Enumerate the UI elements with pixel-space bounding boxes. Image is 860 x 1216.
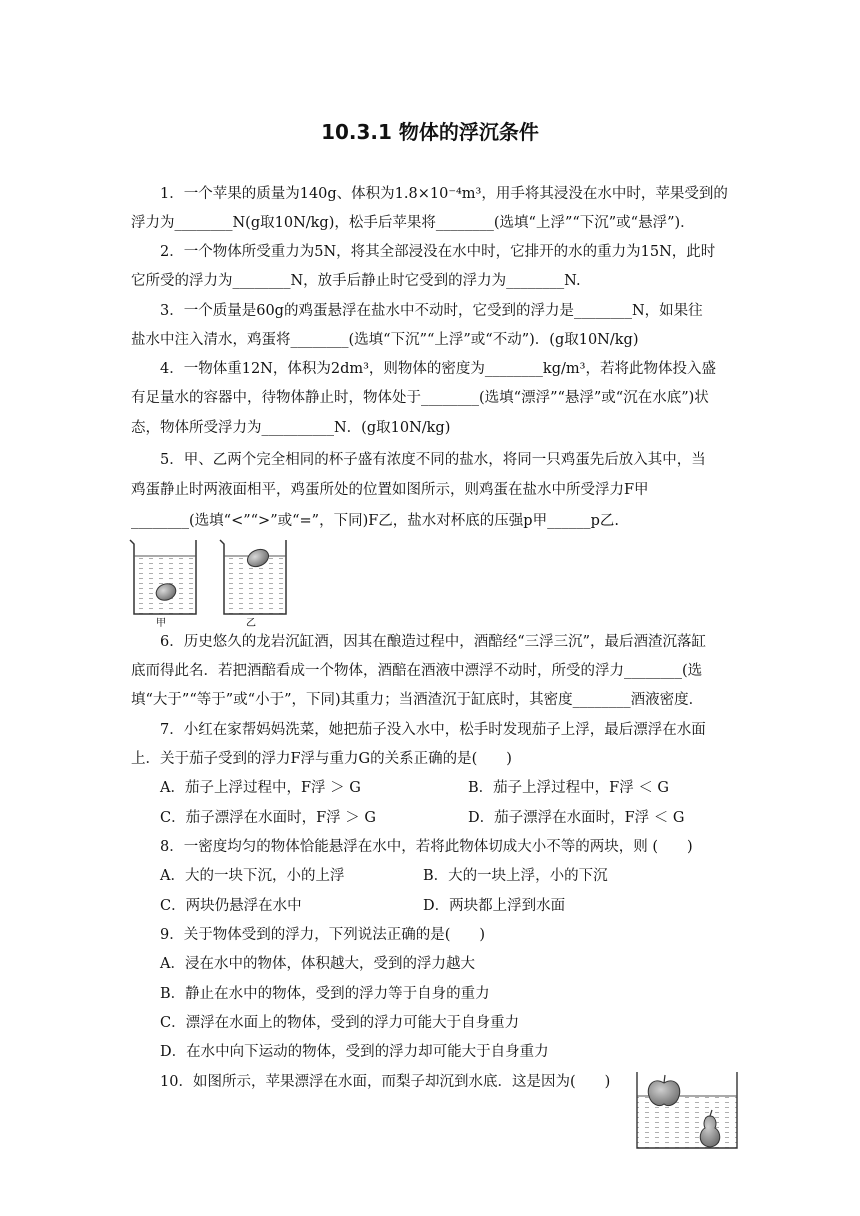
q9-line-1: 9．关于物体受到的浮力，下列说法正确的是( ) — [160, 927, 486, 943]
beaker-a — [130, 540, 196, 628]
q2-line-2: 它所受的浮力为________N，放手后静止时它受到的浮力为________N. — [131, 273, 581, 289]
q7-line-1: 7．小红在家帮妈妈洗菜，她把茄子没入水中，松手时发现茄子上浮，最后漂浮在水面 — [160, 722, 706, 738]
q5-line-2: 鸡蛋静止时两液面相平，鸡蛋所处的位置如图所示，则鸡蛋在盐水中所受浮力F甲 — [131, 482, 649, 498]
q8-line-1: 8．一密度均匀的物体恰能悬浮在水中，若将此物体切成大小不等的两块，则 ( ) — [160, 839, 693, 855]
q4-line-2: 有足量水的容器中，待物体静止时，物体处于________(选填“漂浮”“悬浮”或“沉在水底”)状 — [131, 390, 709, 406]
apple-icon — [648, 1075, 680, 1106]
apple-pear-figure — [634, 1070, 740, 1152]
q3-line-2: 盐水中注入清水，鸡蛋将________(选填“下沉”“上浮”或“不动”)．(g取10N/kg) — [131, 332, 639, 348]
q8-option-b: B．大的一块上浮，小的下沉 — [423, 868, 608, 884]
q6-line-3: 填“大于”“等于”或“小于”，下同)其重力；当酒渣沉于缸底时，其密度________酒液密度． — [131, 692, 704, 708]
q5-line-3: ________(选填“<”“>”或“=”，下同)F乙，盐水对杯底的压强p甲______p乙. — [131, 513, 619, 529]
q7-option-b: B．茄子上浮过程中，F浮 ＜ G — [468, 780, 670, 796]
cup-a-label: 甲 — [156, 618, 166, 628]
q9-option-a: A．浸在水中的物体，体积越大，受到的浮力越大 — [160, 956, 475, 972]
q4-line-3: 态，物体所受浮力为__________N．(g取10N/kg) — [131, 420, 451, 436]
q8-option-c: C．两块仍悬浮在水中 — [160, 898, 302, 914]
q5-line-1: 5．甲、乙两个完全相同的杯子盛有浓度不同的盐水，将同一只鸡蛋先后放入其中，当 — [160, 452, 706, 468]
cup-b-label: 乙 — [246, 618, 256, 628]
q9-option-d: D．在水中向下运动的物体，受到的浮力却可能大于自身重力 — [160, 1044, 549, 1060]
q8-option-a: A．大的一块下沉，小的上浮 — [160, 868, 345, 884]
page-title: 10.3.1 物体的浮沉条件 — [321, 120, 539, 144]
q7-line-2: 上．关于茄子受到的浮力F浮与重力G的关系正确的是( ) — [131, 751, 512, 767]
q1-line-2: 浮力为________N(g取10N/kg)，松手后苹果将________(选填“上浮”“下沉”或“悬浮”)． — [131, 215, 695, 231]
q2-line-1: 2．一个物体所受重力为5N，将其全部浸没在水中时，它排开的水的重力为15N，此时 — [160, 244, 716, 260]
q10-line-1: 10．如图所示，苹果漂浮在水面，而梨子却沉到水底．这是因为( ) — [160, 1074, 611, 1090]
q6-line-1: 6．历史悠久的龙岩沉缸酒，因其在酿造过程中，酒醅经“三浮三沉”，最后酒渣沉落缸 — [160, 634, 707, 650]
q7-option-d: D．茄子漂浮在水面时，F浮 ＜ G — [468, 810, 685, 826]
q9-option-b: B．静止在水中的物体，受到的浮力等于自身的重力 — [160, 986, 490, 1002]
q9-option-c: C．漂浮在水面上的物体，受到的浮力可能大于自身重力 — [160, 1015, 520, 1031]
q7-option-a: A．茄子上浮过程中，F浮 ＞ G — [160, 780, 361, 796]
q6-line-2: 底而得此名．若把酒醅看成一个物体，酒醅在酒液中漂浮不动时，所受的浮力________(选 — [131, 663, 703, 679]
q4-line-1: 4．一物体重12N，体积为2dm³，则物体的密度为________kg/m³，若将此物体投入盛 — [160, 361, 716, 377]
beakers-egg-figure — [128, 536, 298, 628]
q3-line-1: 3．一个质量是60g的鸡蛋悬浮在盐水中不动时，它受到的浮力是________N，如果往 — [160, 303, 703, 319]
q7-option-c: C．茄子漂浮在水面时，F浮 ＞ G — [160, 810, 376, 826]
q1-line-1: 1．一个苹果的质量为140g、体积为1.8×10⁻⁴m³，用手将其浸没在水中时，苹果受到的 — [160, 186, 728, 202]
q8-option-d: D．两块都上浮到水面 — [423, 898, 566, 914]
beaker-b — [220, 540, 286, 628]
